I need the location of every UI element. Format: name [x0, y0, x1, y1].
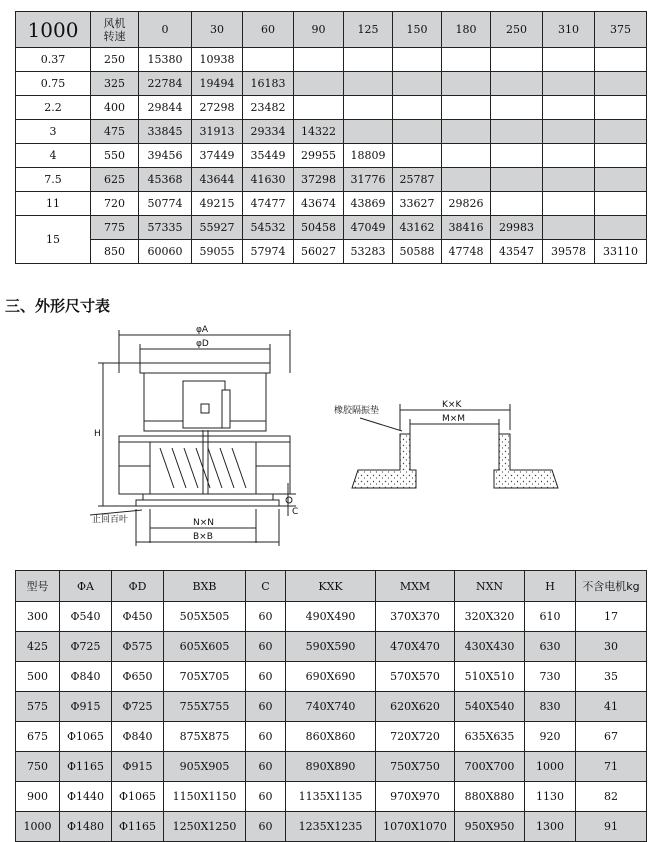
table-row [16, 662, 647, 692]
dims-cell: 540X540 [455, 692, 525, 722]
dims-cell: 490X490 [286, 602, 376, 632]
dims-cell: 950X950 [455, 812, 525, 842]
airflow-cell: 33627 [393, 192, 442, 216]
dim-label-m: M×M [442, 414, 466, 424]
rpm-cell: 850 [91, 240, 139, 264]
table-row [16, 782, 647, 812]
dim-label-d: φD [196, 339, 209, 349]
table-row [16, 144, 647, 168]
airflow-cell: 39578 [543, 240, 595, 264]
dims-cell: 705X705 [164, 662, 246, 692]
dims-cell: 1070X1070 [376, 812, 455, 842]
dims-cell: 570X570 [376, 662, 455, 692]
power-cell: 0.37 [16, 48, 91, 72]
airflow-cell [595, 192, 647, 216]
table-row [16, 240, 647, 264]
dims-cell: Φ1165 [112, 812, 164, 842]
pressure-header: 30 [192, 12, 243, 48]
airflow-cell [393, 120, 442, 144]
dim-label-k: K×K [442, 400, 462, 410]
dims-header: ΦA [60, 571, 112, 602]
vibration-pad-label: 橡胶隔振垫 [334, 406, 380, 416]
pressure-header: 180 [442, 12, 491, 48]
dims-cell: 470X470 [376, 632, 455, 662]
rpm-cell: 550 [91, 144, 139, 168]
fan-elevation-drawing [90, 330, 299, 546]
power-cell: 15 [16, 216, 91, 264]
rpm-cell: 720 [91, 192, 139, 216]
airflow-cell [393, 144, 442, 168]
dims-cell: 905X905 [164, 752, 246, 782]
dims-cell: 1130 [525, 782, 576, 812]
airflow-cell [491, 192, 543, 216]
dims-cell: 920 [525, 722, 576, 752]
airflow-cell [393, 96, 442, 120]
dims-cell: 425 [16, 632, 60, 662]
airflow-cell: 43869 [344, 192, 393, 216]
dim-label-n: N×N [193, 518, 215, 528]
power-cell: 2.2 [16, 96, 91, 120]
airflow-cell: 57335 [139, 216, 192, 240]
airflow-cell [595, 216, 647, 240]
dims-cell: 605X605 [164, 632, 246, 662]
dims-cell: 750 [16, 752, 60, 782]
dims-cell: 750X750 [376, 752, 455, 782]
dims-cell: 890X890 [286, 752, 376, 782]
airflow-cell [344, 48, 393, 72]
airflow-cell: 43547 [491, 240, 543, 264]
airflow-cell: 56027 [294, 240, 344, 264]
airflow-cell [491, 168, 543, 192]
dim-label-b: B×B [193, 532, 213, 542]
dims-cell: 1000 [16, 812, 60, 842]
airflow-cell [442, 96, 491, 120]
airflow-cell [442, 120, 491, 144]
table-row [16, 48, 647, 72]
dim-label-a: φA [196, 325, 209, 335]
airflow-cell: 50774 [139, 192, 192, 216]
airflow-cell: 15380 [139, 48, 192, 72]
dims-cell: 1235X1235 [286, 812, 376, 842]
airflow-cell: 55927 [192, 216, 243, 240]
airflow-cell [595, 168, 647, 192]
dims-cell: 1300 [525, 812, 576, 842]
airflow-cell [543, 96, 595, 120]
table-row [16, 752, 647, 782]
dims-cell: 880X880 [455, 782, 525, 812]
airflow-cell [595, 144, 647, 168]
airflow-cell: 43162 [393, 216, 442, 240]
airflow-cell [442, 48, 491, 72]
dims-cell: 970X970 [376, 782, 455, 812]
airflow-cell: 39456 [139, 144, 192, 168]
section-heading: 三、外形尺寸表 [5, 297, 111, 315]
power-cell: 4 [16, 144, 91, 168]
airflow-cell [442, 168, 491, 192]
airflow-cell: 43674 [294, 192, 344, 216]
rpm-cell: 250 [91, 48, 139, 72]
dims-cell: 1250X1250 [164, 812, 246, 842]
dims-header: BXB [164, 571, 246, 602]
table-row [16, 192, 647, 216]
airflow-cell: 29955 [294, 144, 344, 168]
airflow-cell: 47477 [243, 192, 294, 216]
dims-cell: 82 [576, 782, 647, 812]
airflow-cell [491, 72, 543, 96]
airflow-cell [442, 144, 491, 168]
airflow-cell: 37298 [294, 168, 344, 192]
power-cell: 0.75 [16, 72, 91, 96]
airflow-cell: 59055 [192, 240, 243, 264]
rpm-cell: 625 [91, 168, 139, 192]
dims-cell: 755X755 [164, 692, 246, 722]
airflow-cell: 29334 [243, 120, 294, 144]
airflow-cell: 14322 [294, 120, 344, 144]
rpm-cell: 325 [91, 72, 139, 96]
dims-cell: 590X590 [286, 632, 376, 662]
airflow-cell: 33110 [595, 240, 647, 264]
dims-cell: 91 [576, 812, 647, 842]
dims-cell: 320X320 [455, 602, 525, 632]
dims-header: H [525, 571, 576, 602]
dims-cell: Φ725 [112, 692, 164, 722]
airflow-cell: 54532 [243, 216, 294, 240]
dims-cell: 1000 [525, 752, 576, 782]
rpm-cell: 400 [91, 96, 139, 120]
dims-cell: Φ840 [112, 722, 164, 752]
airflow-cell [543, 120, 595, 144]
dims-cell: Φ725 [60, 632, 112, 662]
dim-label-h: H [94, 429, 101, 439]
airflow-cell: 47049 [344, 216, 393, 240]
performance-table [15, 11, 647, 264]
dims-cell: 675 [16, 722, 60, 752]
dims-cell: 67 [576, 722, 647, 752]
airflow-cell [595, 96, 647, 120]
dims-cell: 860X860 [286, 722, 376, 752]
table-row [16, 722, 647, 752]
airflow-cell: 10938 [192, 48, 243, 72]
dims-cell: 635X635 [455, 722, 525, 752]
dims-cell: Φ575 [112, 632, 164, 662]
pressure-header: 250 [491, 12, 543, 48]
rpm-header: 风机 转速 [91, 12, 139, 48]
airflow-cell: 16183 [243, 72, 294, 96]
airflow-cell: 18809 [344, 144, 393, 168]
dims-cell: 510X510 [455, 662, 525, 692]
pressure-header: 60 [243, 12, 294, 48]
airflow-cell [491, 96, 543, 120]
dims-header: 不含电机kg [576, 571, 647, 602]
dims-cell: 630 [525, 632, 576, 662]
dims-cell: 505X505 [164, 602, 246, 632]
table-row [16, 216, 647, 240]
airflow-cell: 37449 [192, 144, 243, 168]
dims-cell: 370X370 [376, 602, 455, 632]
table-row [16, 602, 647, 632]
dims-header: ΦD [112, 571, 164, 602]
dims-cell: Φ450 [112, 602, 164, 632]
airflow-cell [294, 72, 344, 96]
airflow-cell: 22784 [139, 72, 192, 96]
airflow-cell: 38416 [442, 216, 491, 240]
airflow-cell: 43644 [192, 168, 243, 192]
airflow-cell [543, 216, 595, 240]
airflow-cell: 41630 [243, 168, 294, 192]
dims-cell: 60 [246, 632, 286, 662]
dims-cell: 60 [246, 722, 286, 752]
dims-cell: 430X430 [455, 632, 525, 662]
dimension-diagram [0, 318, 660, 550]
airflow-cell [344, 120, 393, 144]
table-row [16, 812, 647, 842]
table-row [16, 72, 647, 96]
airflow-cell [344, 96, 393, 120]
dims-cell: 17 [576, 602, 647, 632]
dims-cell: Φ1165 [60, 752, 112, 782]
table-row [16, 168, 647, 192]
airflow-cell: 53283 [344, 240, 393, 264]
airflow-cell [243, 48, 294, 72]
airflow-cell [595, 120, 647, 144]
airflow-cell: 23482 [243, 96, 294, 120]
dims-cell: 610 [525, 602, 576, 632]
airflow-cell: 19494 [192, 72, 243, 96]
airflow-cell [543, 72, 595, 96]
airflow-cell [491, 48, 543, 72]
airflow-cell: 29844 [139, 96, 192, 120]
airflow-cell [294, 48, 344, 72]
dims-cell: 575 [16, 692, 60, 722]
table-row [16, 96, 647, 120]
airflow-cell [543, 192, 595, 216]
dims-cell: Φ1440 [60, 782, 112, 812]
airflow-cell: 31913 [192, 120, 243, 144]
airflow-cell [543, 48, 595, 72]
dims-cell: 740X740 [286, 692, 376, 722]
dims-cell: Φ1065 [60, 722, 112, 752]
pressure-header: 125 [344, 12, 393, 48]
airflow-cell [491, 120, 543, 144]
dims-cell: 690X690 [286, 662, 376, 692]
airflow-cell [393, 48, 442, 72]
dims-cell: Φ1065 [112, 782, 164, 812]
pressure-header: 90 [294, 12, 344, 48]
airflow-cell [595, 48, 647, 72]
dims-cell: 60 [246, 782, 286, 812]
dims-cell: 41 [576, 692, 647, 722]
airflow-cell: 49215 [192, 192, 243, 216]
airflow-cell: 25787 [393, 168, 442, 192]
airflow-cell: 29826 [442, 192, 491, 216]
airflow-cell: 50458 [294, 216, 344, 240]
power-cell: 11 [16, 192, 91, 216]
airflow-cell [543, 168, 595, 192]
table-row [16, 632, 647, 662]
dims-cell: 35 [576, 662, 647, 692]
dims-cell: 71 [576, 752, 647, 782]
power-cell: 7.5 [16, 168, 91, 192]
airflow-cell: 35449 [243, 144, 294, 168]
dims-header: C [246, 571, 286, 602]
airflow-cell [491, 144, 543, 168]
dims-cell: 300 [16, 602, 60, 632]
power-cell: 3 [16, 120, 91, 144]
airflow-cell [595, 72, 647, 96]
dims-cell: 620X620 [376, 692, 455, 722]
dims-cell: Φ915 [60, 692, 112, 722]
airflow-cell: 45368 [139, 168, 192, 192]
dims-cell: 900 [16, 782, 60, 812]
pressure-header: 310 [543, 12, 595, 48]
dims-cell: 60 [246, 812, 286, 842]
dims-cell: 60 [246, 602, 286, 632]
table-row [16, 120, 647, 144]
airflow-cell: 57974 [243, 240, 294, 264]
dims-cell: 700X700 [455, 752, 525, 782]
dims-cell: 500 [16, 662, 60, 692]
pressure-header: 375 [595, 12, 647, 48]
airflow-cell [442, 72, 491, 96]
table-row [16, 692, 647, 722]
airflow-cell [344, 72, 393, 96]
dims-header: KXK [286, 571, 376, 602]
dims-cell: 875X875 [164, 722, 246, 752]
dims-cell: 30 [576, 632, 647, 662]
airflow-cell [294, 96, 344, 120]
dims-header: 型号 [16, 571, 60, 602]
dims-cell: 60 [246, 752, 286, 782]
airflow-cell: 50588 [393, 240, 442, 264]
dims-cell: Φ1480 [60, 812, 112, 842]
dims-cell: 60 [246, 692, 286, 722]
pressure-header: 150 [393, 12, 442, 48]
dims-cell: Φ840 [60, 662, 112, 692]
airflow-cell [543, 144, 595, 168]
damper-label: 止回百叶 [92, 515, 129, 525]
dim-label-c: C [292, 507, 299, 517]
pressure-header: 0 [139, 12, 192, 48]
dims-cell: 60 [246, 662, 286, 692]
airflow-cell: 31776 [344, 168, 393, 192]
dims-header: NXN [455, 571, 525, 602]
airflow-cell: 27298 [192, 96, 243, 120]
dims-cell: 720X720 [376, 722, 455, 752]
dims-cell: 1135X1135 [286, 782, 376, 812]
airflow-cell [393, 72, 442, 96]
dims-cell: Φ540 [60, 602, 112, 632]
airflow-cell: 29983 [491, 216, 543, 240]
corner-cell: 1000 [16, 12, 91, 48]
dims-cell: 730 [525, 662, 576, 692]
rpm-cell: 775 [91, 216, 139, 240]
dims-cell: Φ650 [112, 662, 164, 692]
airflow-cell: 47748 [442, 240, 491, 264]
dimensions-table [15, 570, 647, 842]
dims-header: MXM [376, 571, 455, 602]
rpm-cell: 475 [91, 120, 139, 144]
dims-cell: Φ915 [112, 752, 164, 782]
dims-cell: 830 [525, 692, 576, 722]
airflow-cell: 33845 [139, 120, 192, 144]
airflow-cell: 60060 [139, 240, 192, 264]
dims-cell: 1150X1150 [164, 782, 246, 812]
